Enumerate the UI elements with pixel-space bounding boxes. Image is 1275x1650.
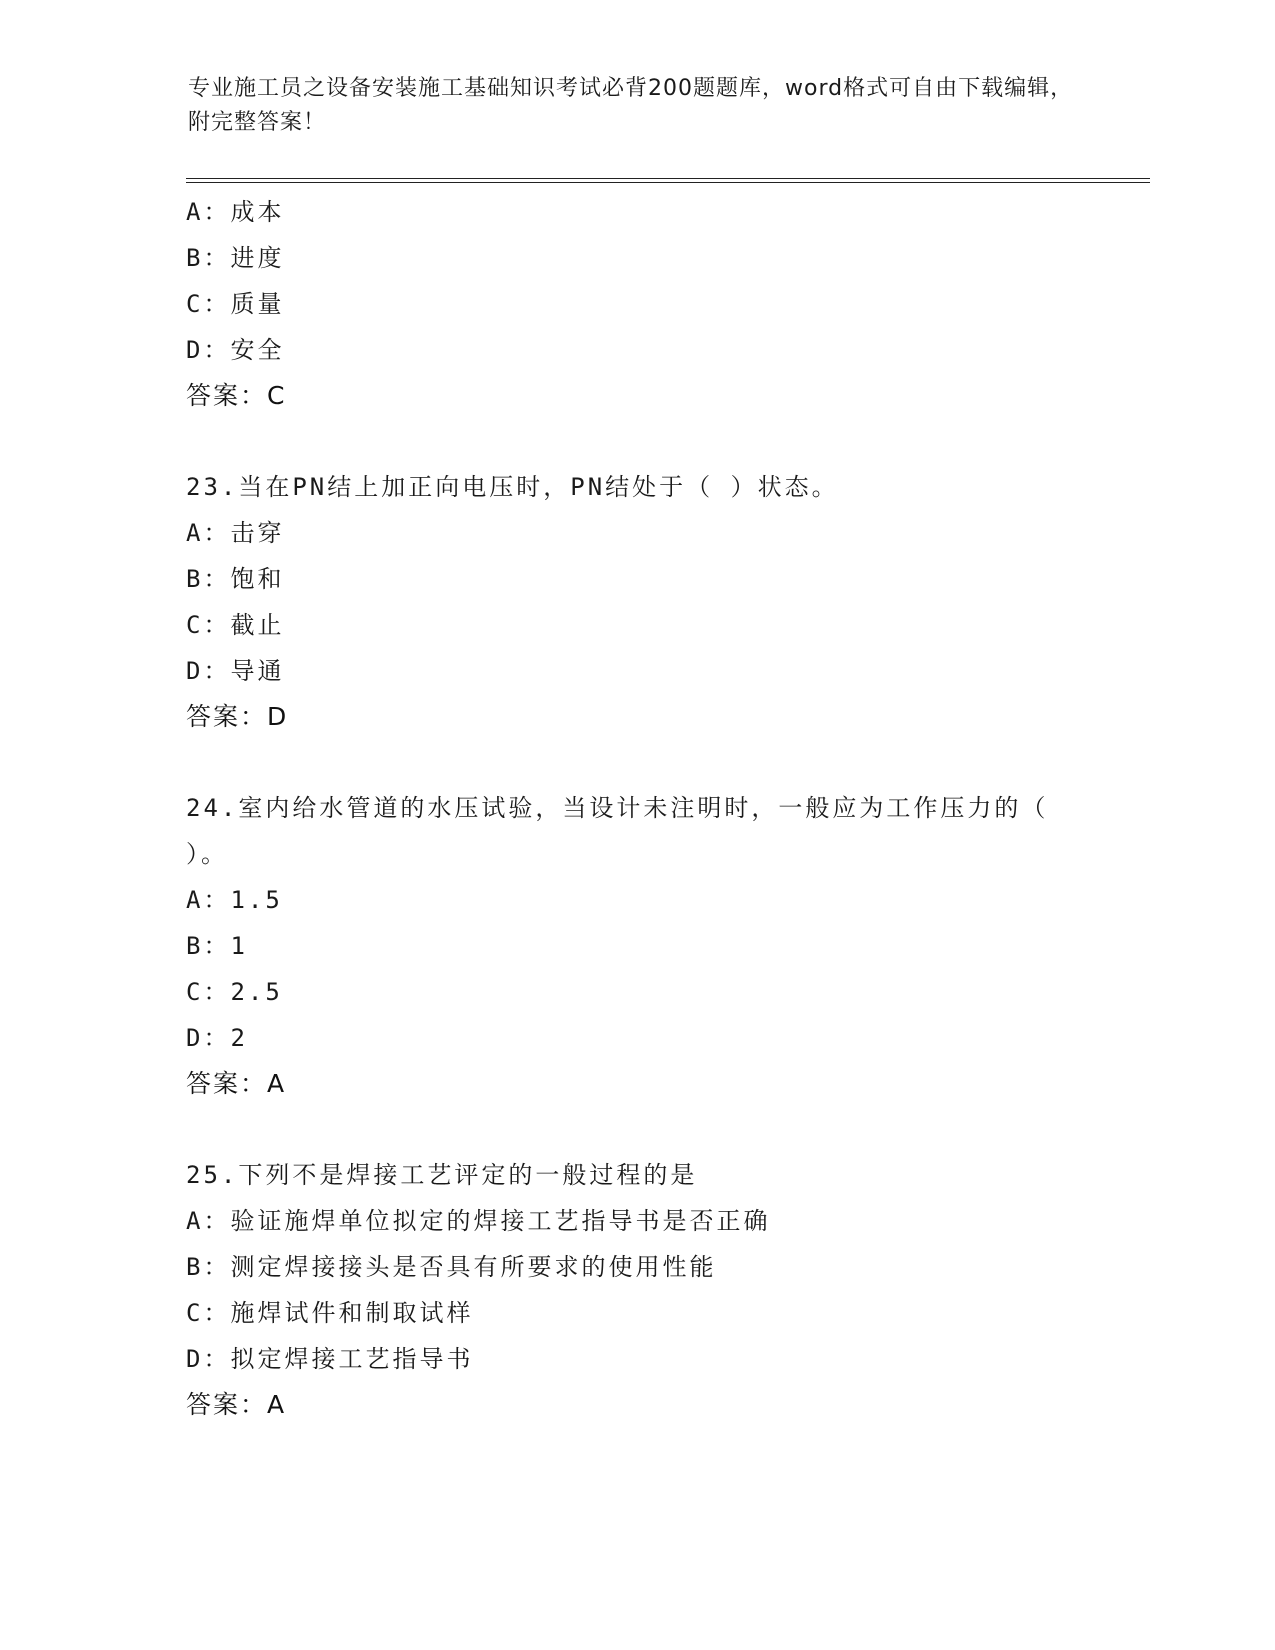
question-24 bbox=[186, 785, 1086, 1107]
option-c: C：截止 bbox=[186, 611, 285, 639]
spacer bbox=[186, 419, 1086, 464]
answer-label: 答案：A bbox=[186, 1069, 287, 1098]
option-c: C：质量 bbox=[186, 290, 285, 318]
option-b: B：进度 bbox=[186, 244, 285, 272]
answer-label: 答案：A bbox=[186, 1390, 287, 1419]
document-header-title: 专业施工员之设备安装施工基础知识考试必背200题题库，word格式可自由下载编辑，附完整答案！ bbox=[188, 76, 1074, 135]
option-b: B：1 bbox=[186, 932, 248, 960]
question-text: 25.下列不是焊接工艺评定的一般过程的是 bbox=[186, 1161, 698, 1189]
answer-label: 答案：C bbox=[186, 381, 287, 410]
question-list bbox=[186, 189, 1086, 1428]
option-c: C：施焊试件和制取试样 bbox=[186, 1299, 474, 1327]
question-text: 24.室内给水管道的水压试验，当设计未注明时，一般应为工作压力的（ ）。 bbox=[186, 794, 1049, 868]
question-23 bbox=[186, 464, 1086, 740]
spacer bbox=[186, 740, 1086, 785]
header-double-rule bbox=[186, 178, 1150, 183]
spacer bbox=[186, 1107, 1086, 1152]
question-22 bbox=[186, 189, 1086, 419]
answer-label: 答案：D bbox=[186, 702, 289, 731]
option-a: A：验证施焊单位拟定的焊接工艺指导书是否正确 bbox=[186, 1207, 771, 1235]
option-d: D：导通 bbox=[186, 657, 285, 685]
option-a: A：1.5 bbox=[186, 886, 283, 914]
option-b: B：测定焊接接头是否具有所要求的使用性能 bbox=[186, 1253, 717, 1281]
option-d: D：拟定焊接工艺指导书 bbox=[186, 1345, 474, 1373]
option-d: D：安全 bbox=[186, 336, 285, 364]
option-b: B：饱和 bbox=[186, 565, 285, 593]
question-25 bbox=[186, 1152, 1086, 1428]
option-a: A：成本 bbox=[186, 198, 285, 226]
option-c: C：2.5 bbox=[186, 978, 283, 1006]
option-a: A：击穿 bbox=[186, 519, 285, 547]
option-d: D：2 bbox=[186, 1024, 248, 1052]
question-text: 23.当在PN结上加正向电压时，PN结处于（ ）状态。 bbox=[186, 473, 839, 501]
